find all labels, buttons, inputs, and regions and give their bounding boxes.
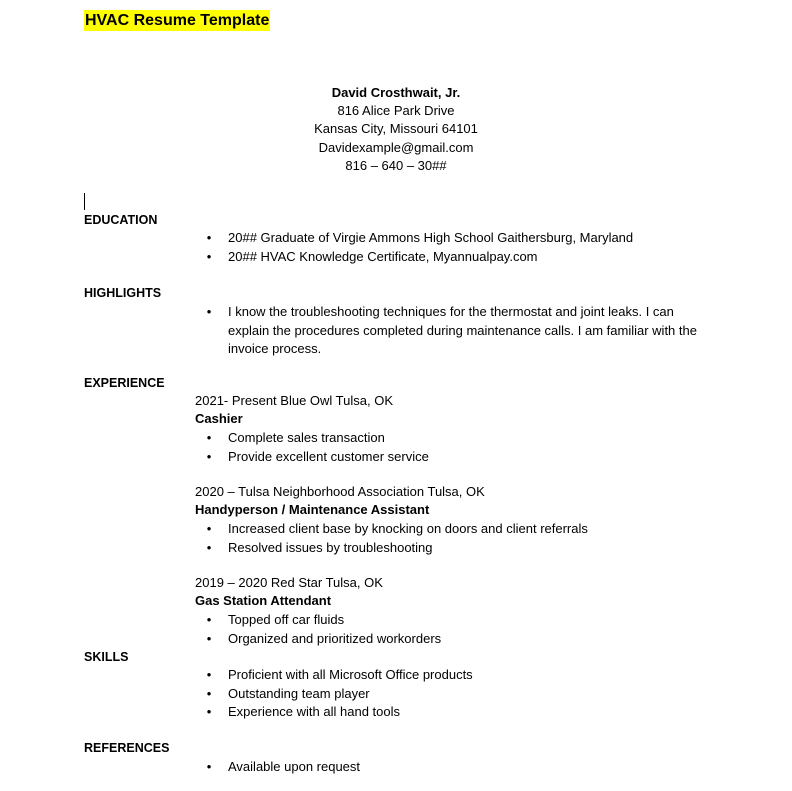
- education-list: [0, 229, 708, 266]
- bullet-icon: •: [206, 230, 212, 245]
- job-1-employer-line: 2021- Present Blue Owl Tulsa, OK: [195, 393, 393, 408]
- list-item: [0, 666, 708, 685]
- list-item: [0, 520, 708, 539]
- bullet-icon: •: [206, 304, 212, 319]
- list-item: [0, 685, 708, 704]
- list-item: [0, 758, 708, 777]
- page-title: HVAC Resume Template: [85, 12, 270, 29]
- job-3-title: Gas Station Attendant: [195, 593, 332, 608]
- job-3-employer-line: 2019 – 2020 Red Star Tulsa, OK: [195, 575, 383, 590]
- bullet-icon: •: [206, 539, 212, 555]
- duty-item: Provide excellent customer service: [228, 448, 429, 464]
- job-2-title: Handyperson / Maintenance Assistant: [195, 502, 430, 517]
- bullet-icon: •: [206, 521, 212, 536]
- bullet-icon: •: [206, 430, 212, 445]
- references-heading: REFERENCES: [84, 741, 170, 755]
- list-item: [0, 539, 708, 558]
- list-item: [0, 448, 708, 467]
- job-1-title: Cashier: [195, 411, 243, 426]
- education-item: 20## HVAC Knowledge Certificate, Myannualpay.com: [228, 248, 538, 264]
- bullet-icon: •: [206, 685, 212, 701]
- bullet-icon: •: [206, 630, 212, 646]
- list-item: [0, 611, 708, 630]
- list-item: [0, 703, 708, 722]
- highlight-item: I know the troubleshooting techniques for the thermostat and joint leaks. I can explain the procedures completed during maintenance calls. I am familiar with the invoice process.: [228, 304, 697, 356]
- job-2-duties: [0, 520, 708, 557]
- list-item: [0, 248, 708, 267]
- list-item: [0, 429, 708, 448]
- street-address: 816 Alice Park Drive: [337, 103, 455, 119]
- email-address: Davidexample@gmail.com: [318, 139, 474, 155]
- duty-item: Complete sales transaction: [228, 430, 385, 445]
- skill-item: Experience with all hand tools: [228, 704, 400, 719]
- skill-item: Proficient with all Microsoft Office products: [228, 667, 473, 682]
- job-2-employer-line: 2020 – Tulsa Neighborhood Association Tulsa, OK: [195, 484, 485, 499]
- education-item: 20## Graduate of Virgie Ammons High School Gaithersburg, Maryland: [228, 230, 634, 245]
- skills-list: [0, 666, 708, 722]
- skill-item: Outstanding team player: [228, 685, 370, 701]
- city-state-zip: Kansas City, Missouri 64101: [314, 121, 478, 137]
- text-cursor: [84, 193, 85, 210]
- bullet-icon: •: [206, 704, 212, 719]
- bullet-icon: •: [206, 759, 212, 774]
- bullet-icon: •: [206, 448, 212, 464]
- contact-block: [0, 84, 792, 175]
- bullet-icon: •: [206, 667, 212, 682]
- job-1-duties: [0, 429, 708, 466]
- highlights-heading: HIGHLIGHTS: [84, 286, 162, 300]
- bullet-icon: •: [206, 612, 212, 627]
- duty-item: Topped off car fluids: [228, 612, 345, 627]
- list-item: [0, 630, 708, 649]
- list-item: [0, 303, 708, 359]
- list-item: [0, 229, 708, 248]
- job-3-duties: [0, 611, 708, 648]
- highlights-list: [0, 303, 708, 359]
- bullet-icon: •: [206, 248, 212, 264]
- phone-number: 816 – 640 – 30##: [345, 157, 447, 173]
- duty-item: Organized and prioritized workorders: [228, 630, 442, 646]
- reference-item: Available upon request: [228, 759, 361, 774]
- skills-heading: SKILLS: [84, 650, 129, 664]
- duty-item: Increased client base by knocking on doors and client referrals: [228, 521, 588, 536]
- duty-item: Resolved issues by troubleshooting: [228, 539, 433, 555]
- experience-heading: EXPERIENCE: [84, 376, 165, 390]
- applicant-name: David Crosthwait, Jr.: [331, 85, 461, 100]
- references-list: [0, 758, 708, 777]
- education-heading: EDUCATION: [84, 213, 158, 227]
